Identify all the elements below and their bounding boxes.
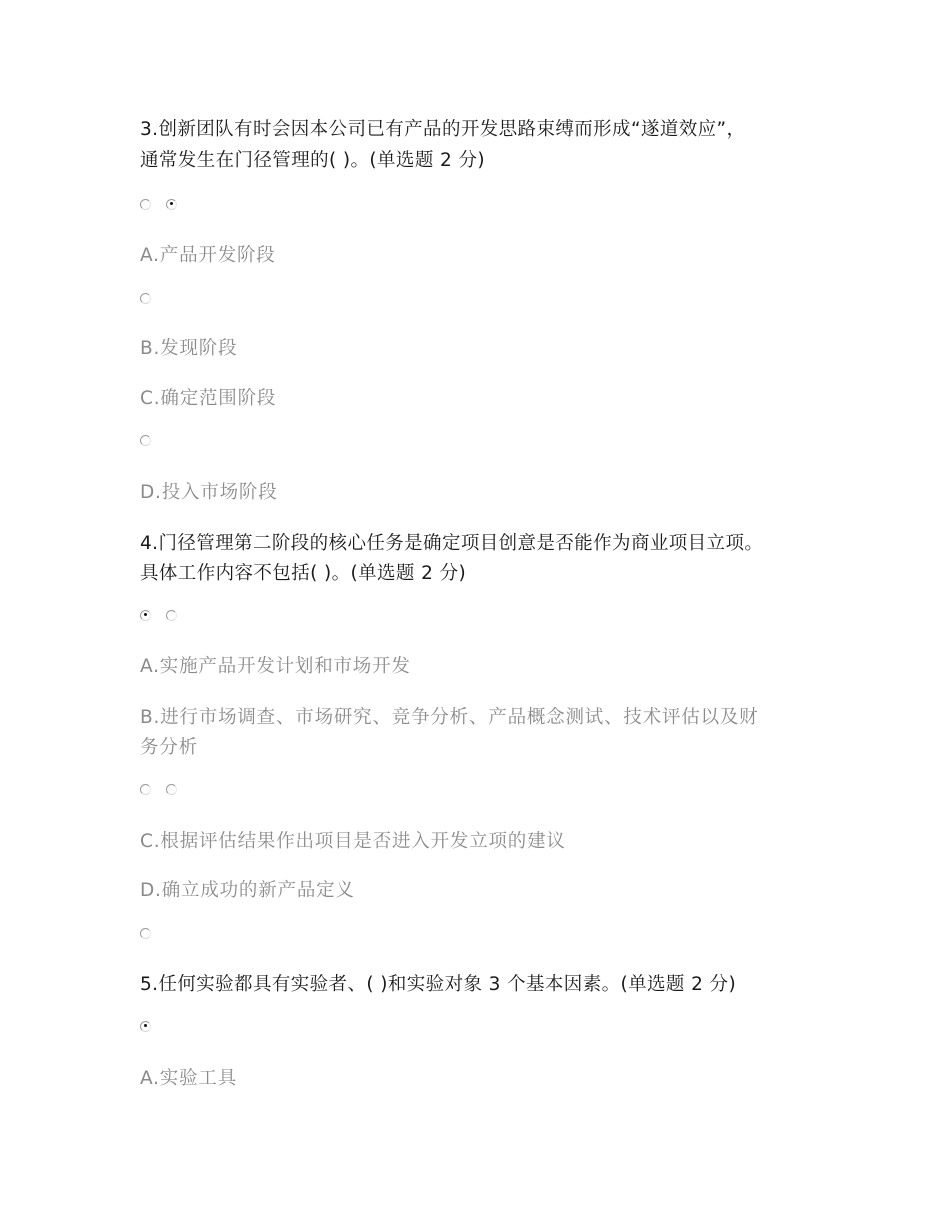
radio-button[interactable] (140, 199, 151, 210)
radio-button-selected[interactable] (140, 610, 151, 621)
radio-button-selected[interactable] (166, 199, 177, 210)
radio-button[interactable] (140, 928, 151, 939)
question-3-option-a: A.产品开发阶段 (140, 245, 276, 266)
question-3-text-line-2: 通常发生在门径管理的( )。(单选题 2 分) (140, 150, 485, 171)
question-3-option-d: D.投入市场阶段 (140, 482, 278, 503)
question-3-option-c: C.确定范围阶段 (140, 388, 277, 409)
radio-button[interactable] (140, 293, 151, 304)
radio-button[interactable] (140, 784, 151, 795)
question-4-radio-group-1 (140, 607, 177, 623)
question-3-radio-group-3 (140, 432, 151, 448)
question-5-option-a: A.实验工具 (140, 1068, 238, 1089)
radio-button[interactable] (140, 435, 151, 446)
question-3-text-line-1: 3.创新团队有时会因本公司已有产品的开发思路束缚而形成“遂道效应”， (140, 119, 746, 140)
question-5-text: 5.任何实验都具有实验者、( )和实验对象 3 个基本因素。(单选题 2 分) (140, 974, 737, 995)
question-3-radio-group-2 (140, 290, 151, 306)
question-4-radio-group-3 (140, 925, 151, 941)
question-5-radio-group-1 (140, 1018, 151, 1034)
radio-button-selected[interactable] (140, 1021, 151, 1032)
radio-button[interactable] (166, 784, 177, 795)
question-3-option-b: B.发现阶段 (140, 338, 238, 359)
question-4-text-line-2: 具体工作内容不包括( )。(单选题 2 分) (140, 563, 467, 584)
question-4-option-b-line-1: B.进行市场调查、市场研究、竞争分析、产品概念测试、技术评估以及财 (140, 707, 759, 728)
question-4-text-line-1: 4.门径管理第二阶段的核心任务是确定项目创意是否能作为商业项目立项。 (140, 533, 764, 554)
question-4-option-d: D.确立成功的新产品定义 (140, 880, 355, 901)
question-4-option-c: C.根据评估结果作出项目是否进入开发立项的建议 (140, 831, 566, 852)
question-4-radio-group-2 (140, 781, 177, 797)
question-3-radio-group-1 (140, 196, 177, 212)
question-4-option-a: A.实施产品开发计划和市场开发 (140, 656, 411, 677)
question-4-option-b-line-2: 务分析 (140, 737, 198, 758)
radio-button[interactable] (166, 610, 177, 621)
